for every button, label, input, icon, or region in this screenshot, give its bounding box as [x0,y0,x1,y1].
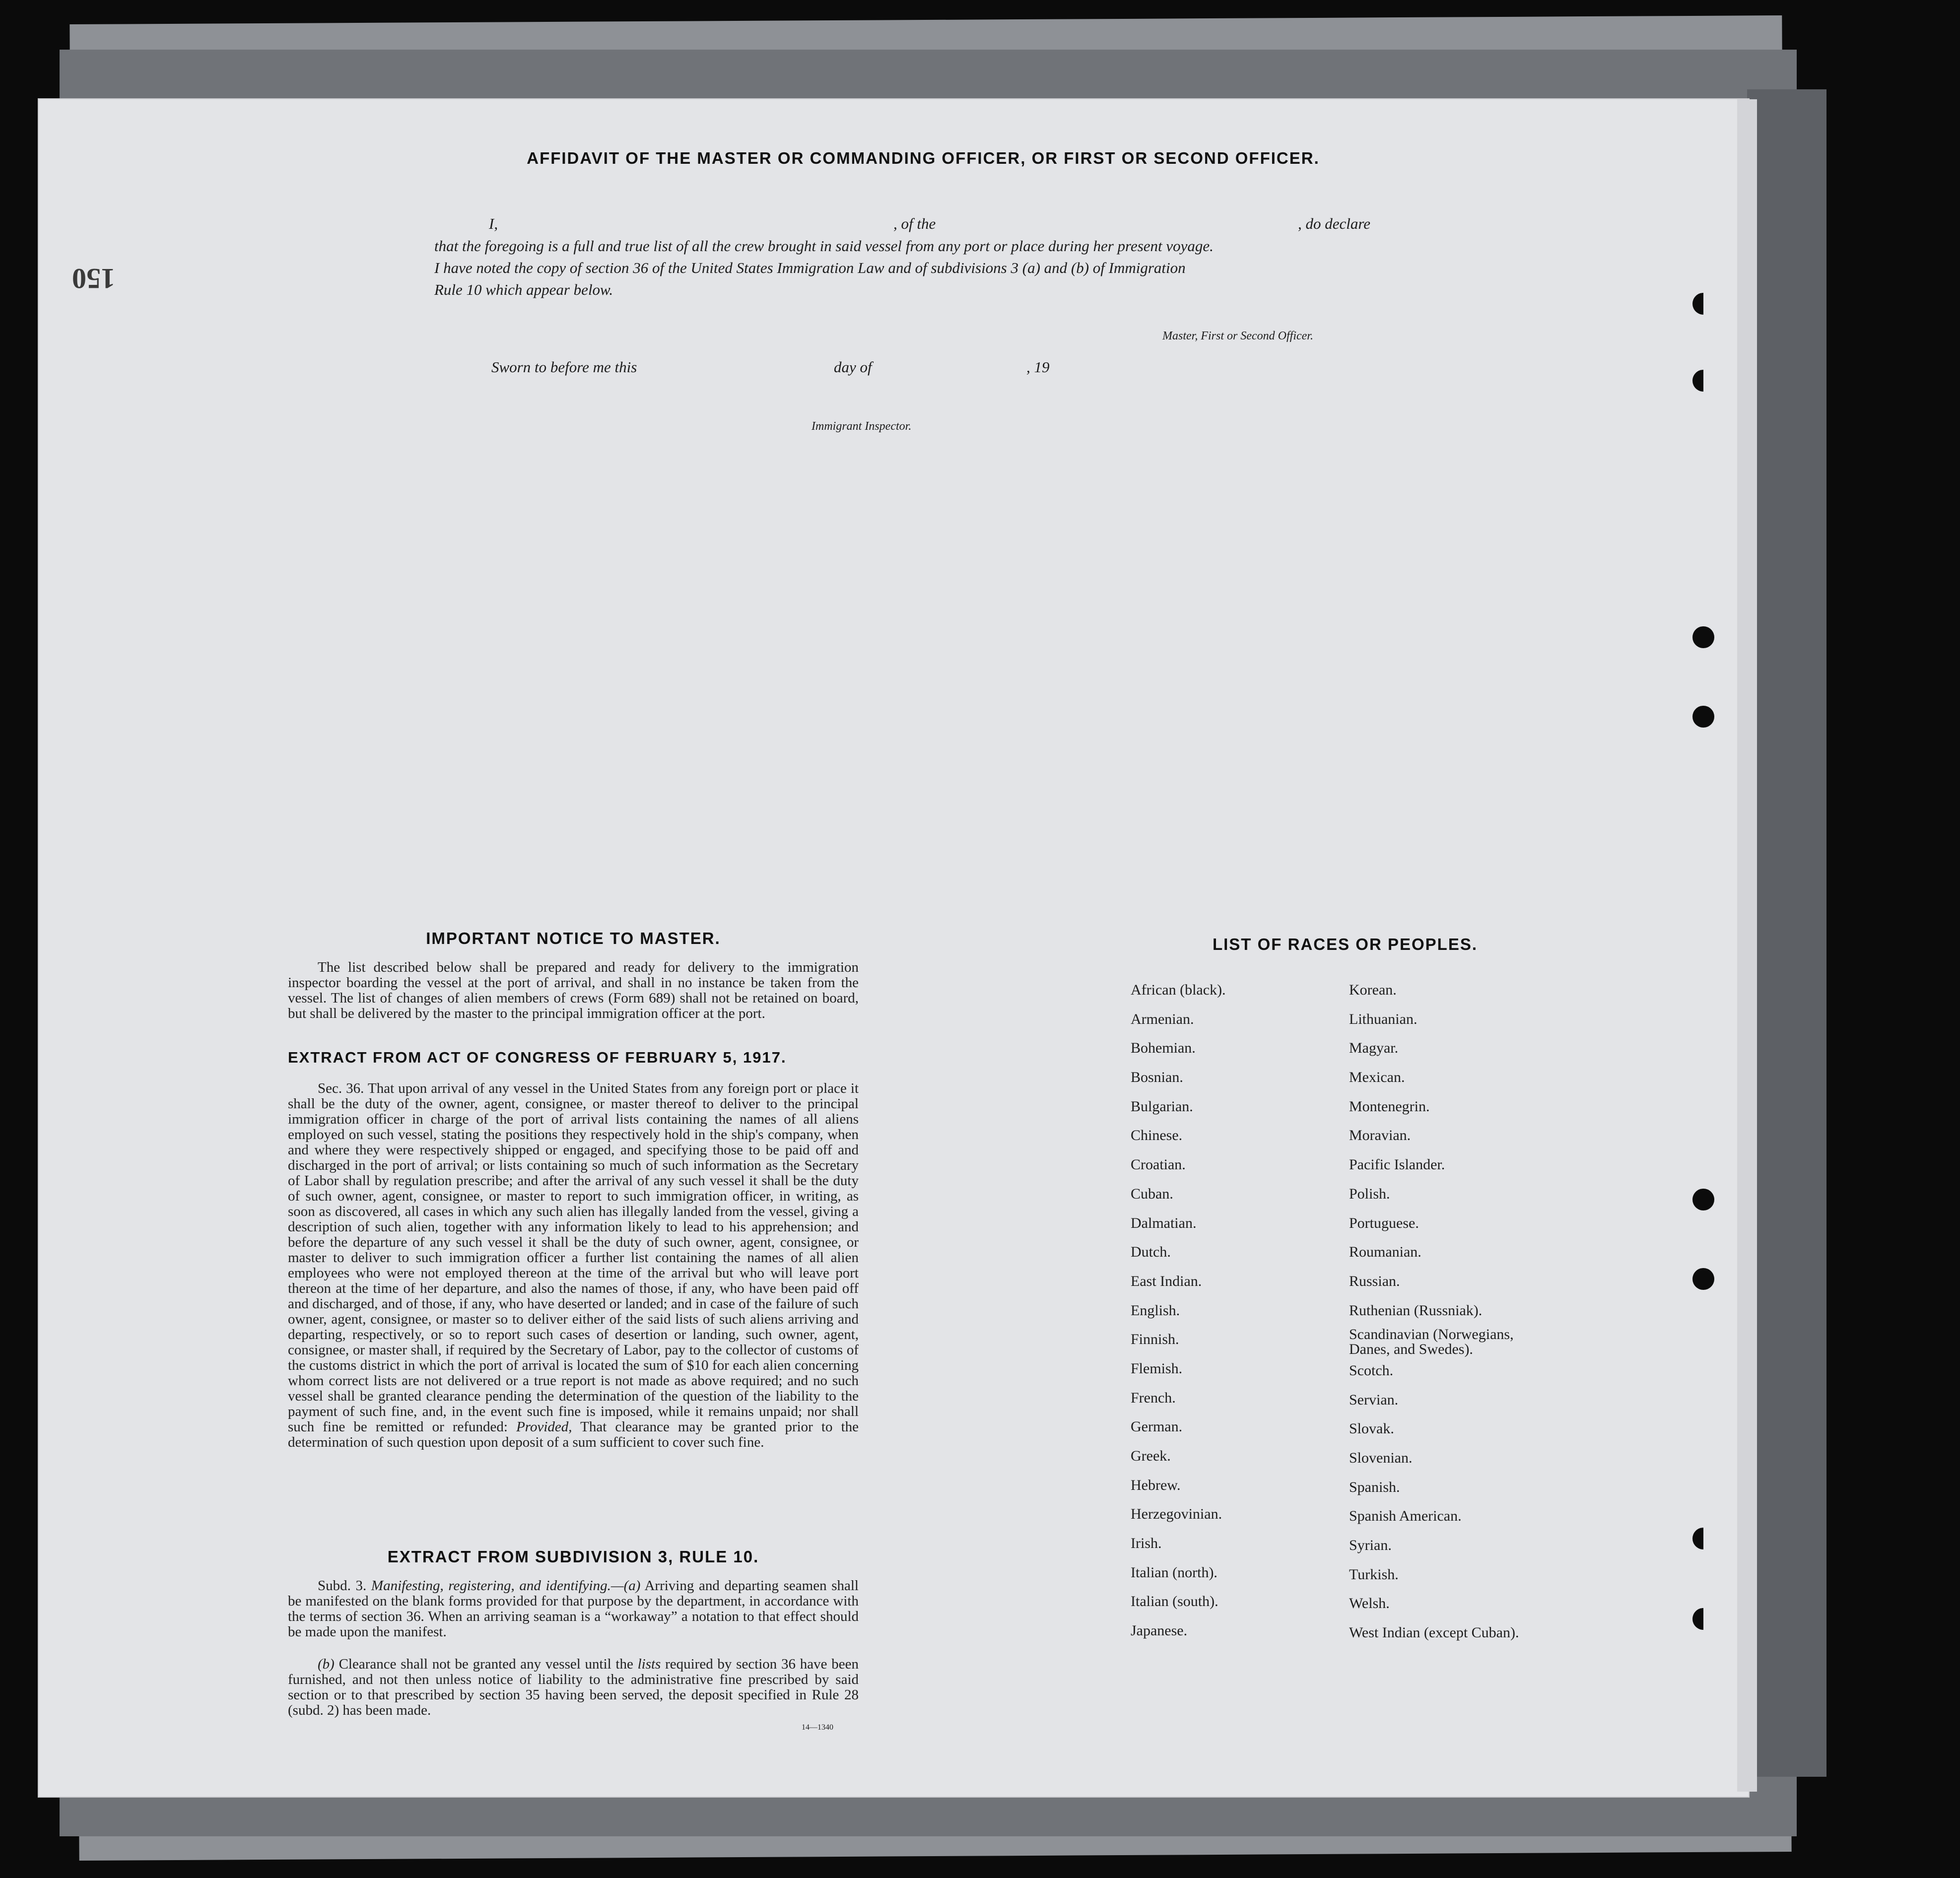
race-item: Hebrew. [1131,1476,1181,1493]
affidavit-declare: , do declare [1298,215,1371,232]
race-item: Polish. [1349,1185,1390,1202]
affidavit-of-the: , of the [893,215,936,232]
day-of-label: day of [834,358,872,376]
para-a-body: Arriving and departing seamen shall be manifested on the blank forms provided for that purpose by the department, in accordance with the terms of section 36. When an arriving seaman is a “workaway” a notation to that effect should be made upon the manifest. [288,1578,859,1640]
rule-para-b [288,1657,859,1718]
notice-title: IMPORTANT NOTICE TO MASTER. [426,929,721,947]
race-item: Bosnian. [1131,1069,1183,1086]
sworn-label: Sworn to before me this [491,358,637,376]
race-item: Croatian. [1131,1156,1186,1173]
race-item: West Indian (except Cuban). [1349,1624,1519,1641]
race-item: Finnish. [1131,1331,1179,1348]
races-title: LIST OF RACES OR PEOPLES. [1212,935,1478,953]
punch-hole [1692,1268,1714,1290]
act-extract-title: EXTRACT FROM ACT OF CONGRESS OF FEBRUARY 5, 1917. [288,1049,787,1066]
race-item: Portuguese. [1349,1214,1419,1231]
inspector-label: Immigrant Inspector. [811,420,912,433]
race-item: Chinese. [1131,1127,1183,1144]
punch-hole [1692,706,1714,728]
affidavit-line-3: I have noted the copy of section 36 of the United States Immigration Law and of subdivisions 3 (a) and (b) of Immigration [434,259,1186,276]
race-item: Turkish. [1349,1566,1399,1583]
race-item: Scotch. [1349,1362,1394,1379]
race-item: Mexican. [1349,1069,1405,1086]
subd-label: Subd. 3. [318,1578,367,1594]
race-item: Bulgarian. [1131,1098,1193,1115]
race-item: Servian. [1349,1391,1399,1408]
para-b-label: (b) [318,1656,335,1672]
rule-para-a [288,1578,859,1640]
subd-heading: Manifesting, registering, and identifying.—(a) [371,1578,641,1594]
race-item: Moravian. [1349,1127,1411,1144]
affidavit-i: I, [489,215,498,232]
race-item: Dalmatian. [1131,1214,1197,1231]
race-item: Italian (north). [1131,1564,1217,1581]
race-item: Montenegrin. [1349,1098,1430,1115]
race-item: Armenian. [1131,1010,1194,1027]
notice-body: The list described below shall be prepared and ready for delivery to the immigration inspector boarding the vessel at the port of arrival, and shall in no instance be taken from the vessel. The list of changes of alien members of crews (Form 689) shall not be retained on board, but shall be delivered by the master to the principal immigration officer at the port. [288,959,859,1021]
race-item: Spanish American. [1349,1508,1462,1525]
race-item: Irish. [1131,1535,1162,1552]
punch-hole [1692,1608,1714,1630]
act-section-36 [288,1081,859,1450]
race-item: Ruthenian (Russniak). [1349,1302,1483,1319]
rule-extract-title: EXTRACT FROM SUBDIVISION 3, RULE 10. [387,1547,759,1566]
section-label: Sec. 36. [318,1080,364,1096]
race-item: German. [1131,1418,1183,1435]
punch-hole [1692,1528,1714,1549]
race-item: Herzegovinian. [1131,1506,1222,1523]
back-sheet-edge [1747,89,1826,1777]
race-item: Greek. [1131,1448,1171,1464]
race-item: English. [1131,1302,1180,1319]
section-body: That upon arrival of any vessel in the United States from any foreign port or place it shall be the duty of the owner, agent, consignee, or master thereof to deliver to the principal immigration officer in charge of the port of arrival lists containing the names of all aliens employed on such vessel, stating the positions they respectively hold in the ship's company, when and where they were respectively shipped or engaged, and specifying those to be paid off and discharged in the port of arrival; or lists containing so much of such information as the Secretary of Labor shall by regulation prescribe; and after the arrival of any such vessel it shall be the duty of such owner, agent, consignee, or master to report to such immigration officer, in writing, as soon as discovered, all cases in which any such alien has illegally landed from the vessel, giving a description of such alien, together with any information likely to lead to his apprehension; and before the departure of any such vessel it shall be the duty of such owner, agent, consignee, or master to deliver to such immigration officer a further list containing the names of all alien employees who were not employed thereon at the time of the arrival but who will leave port thereon at the time of her departure, and also the names of those, if any, who have been paid off and discharged, and of those, if any, who have deserted or landed; and in case of the failure of such owner, agent, consignee, or master so to deliver either of the said lists of such aliens arriving and departing, respectively, or so to report such cases of desertion or landing, such owner, agent, consignee, or master shall, if required by the Secretary of Labor, pay to the collector of customs of the customs district in which the port of arrival is located the sum of $10 for each alien concerning whom correct lists are not delivered or a true report is not made as above required; and no such vessel shall be granted clearance pending the determination of the question of the liability to the payment of such fine, and, in the event such fine is imposed, while it remains unpaid; nor shall such fine be remitted or refunded: [288,1080,859,1435]
affidavit-title: AFFIDAVIT OF THE MASTER OR COMMANDING OFFICER, OR FIRST OR SECOND OFFICER. [527,149,1320,167]
race-item: Slovak. [1349,1420,1394,1437]
page-edge [1737,99,1757,1792]
race-item: Russian. [1349,1273,1400,1289]
race-item: Spanish. [1349,1478,1400,1495]
race-item: Bohemian. [1131,1040,1196,1057]
race-item: Flemish. [1131,1360,1183,1377]
margin-number: 150 [72,263,115,295]
punch-hole [1692,293,1714,315]
races-right-column [1349,976,1557,1648]
race-item: French. [1131,1389,1176,1406]
affidavit-line-2: that the foregoing is a full and true list of all the crew brought in said vessel from any port or place during her present voyage. [434,237,1214,255]
race-item: Roumanian. [1349,1244,1421,1261]
form-number: 14—1340 [802,1723,833,1732]
race-item: Slovenian. [1349,1450,1413,1466]
signature-label: Master, First or Second Officer. [1162,330,1313,342]
race-item: Italian (south). [1131,1593,1218,1610]
race-item: Cuban. [1131,1185,1173,1202]
race-item: Lithuanian. [1349,1010,1418,1027]
year-label: , 19 [1026,358,1050,376]
race-item: Pacific Islander. [1349,1156,1445,1173]
race-item: Japanese. [1131,1622,1188,1639]
race-item: African (black). [1131,982,1226,998]
punch-hole [1692,370,1714,392]
punch-hole [1692,626,1714,648]
race-item: Welsh. [1349,1595,1390,1612]
race-item: Korean. [1349,982,1397,998]
race-item: Scandinavian (Norwegians, Danes, and Swedes). [1349,1326,1514,1358]
para-b-2: required by section 36 have been furnished, and not then unless notice of liability to the administrative fine prescribed by said section or to that prescribed by section 35 having been served, the deposit specified in Rule 28 (subd. 2) has been made. [288,1656,859,1718]
race-item: Syrian. [1349,1537,1392,1554]
section-body-end: That clearance may be granted prior to the determination of such question upon deposit of a sum sufficient to cover such fine. [288,1419,859,1450]
race-item: Magyar. [1349,1040,1399,1057]
races-left-column [1131,976,1339,1646]
race-item: Dutch. [1131,1244,1171,1261]
para-b-1: Clearance shall not be granted any vessel until the [338,1656,633,1672]
para-b-lists: lists [637,1656,661,1672]
provided-word: Provided, [516,1419,572,1435]
affidavit-line-4: Rule 10 which appear below. [434,281,613,298]
race-item: East Indian. [1131,1273,1202,1289]
punch-hole [1692,1189,1714,1210]
